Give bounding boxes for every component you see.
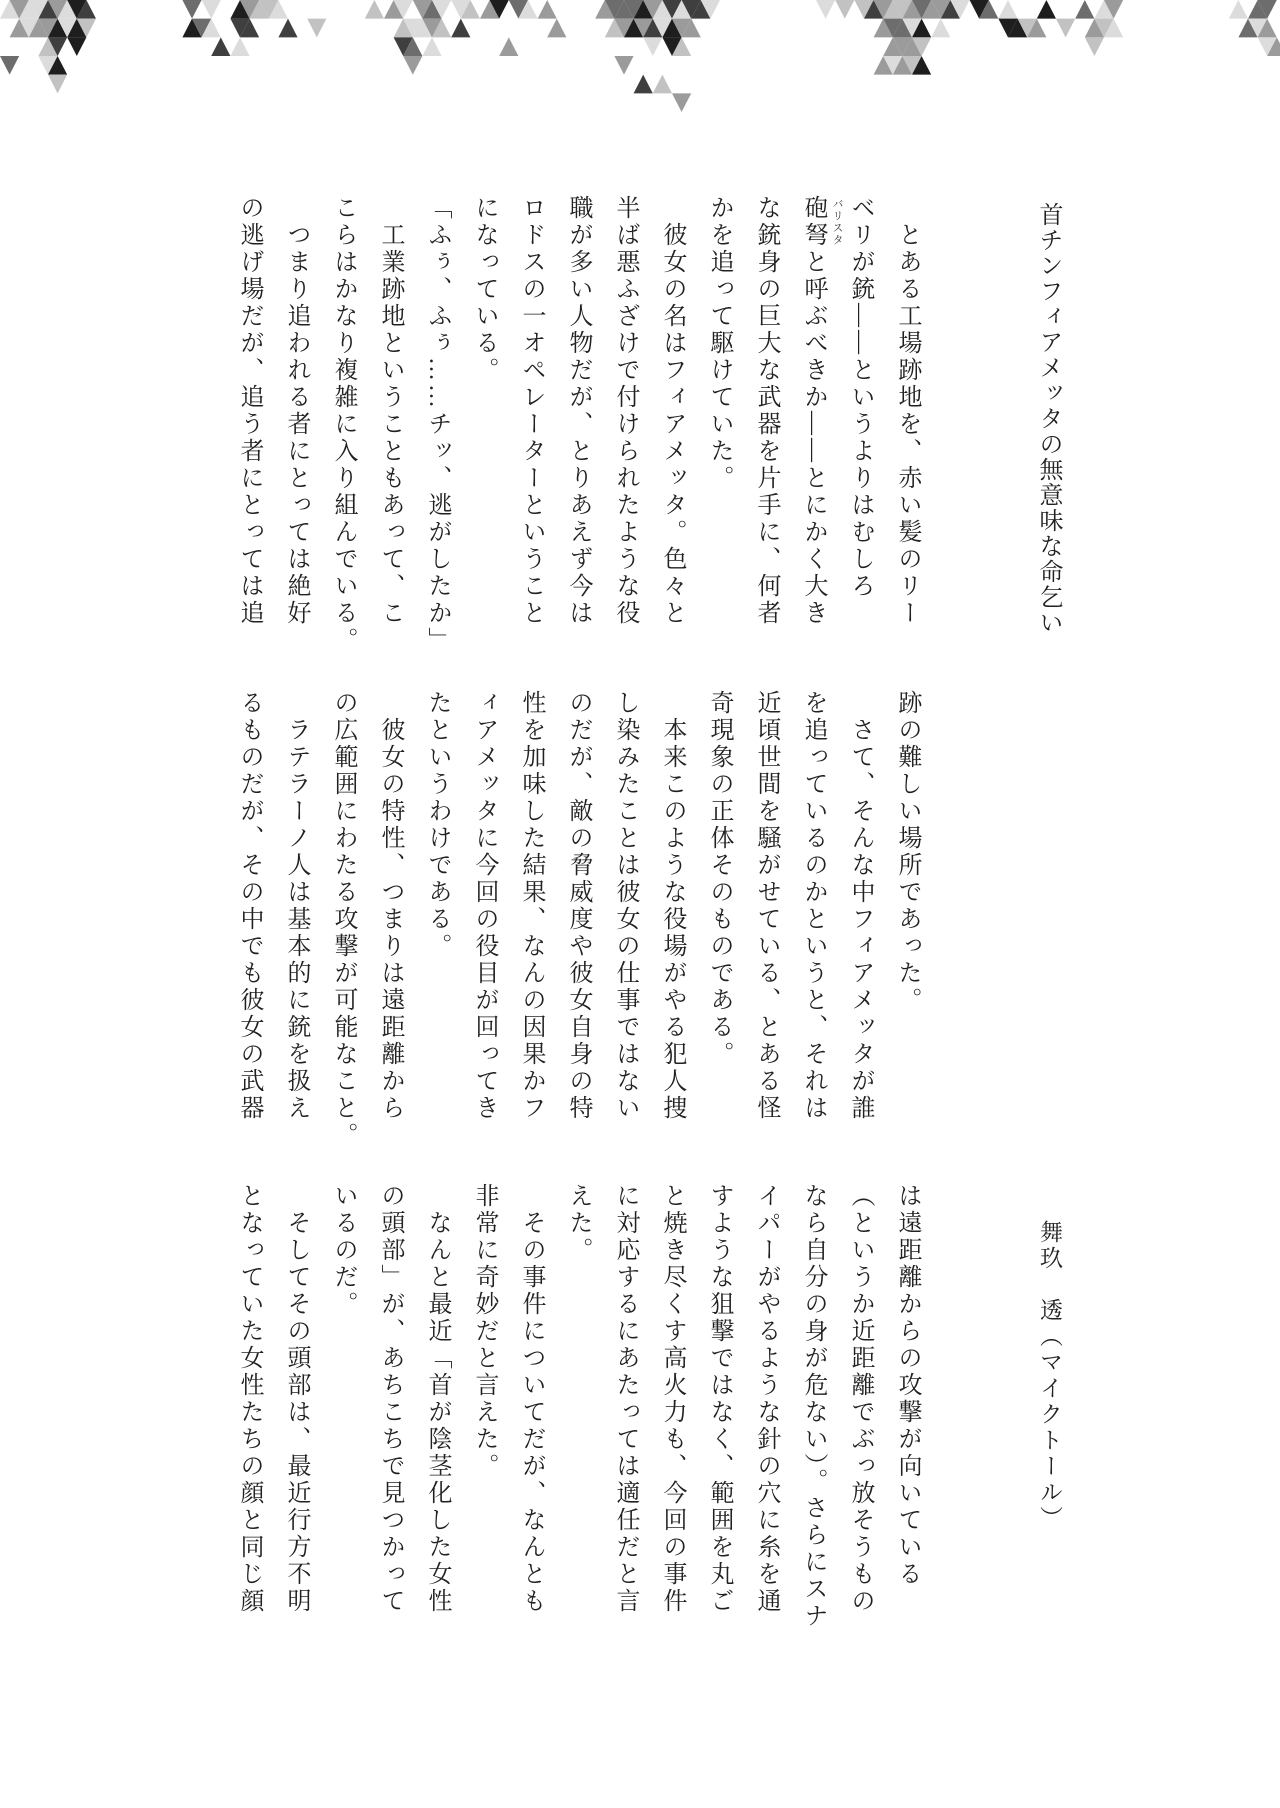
page-title: 首チンフィアメッタの無意味な命乞い	[1035, 202, 1061, 636]
text-column: 彼女の名はフィアメッタ。色々と	[659, 195, 685, 627]
text-column: つまり追われる者にとっては絶好	[283, 195, 309, 627]
text-column: 本来このような役場がやる犯人捜	[659, 690, 685, 1122]
text-column: こらはかなり複雑に入り組んでいる。	[330, 195, 356, 654]
text-column: なら自分の身が危ない）。さらにスナ	[800, 1183, 826, 1630]
text-column: に対応するにあたっては適任だと言	[612, 1183, 638, 1615]
text-column: の頭部」が、あちこちで見つかって	[377, 1183, 403, 1615]
text-column: となっていた女性たちの顔と同じ顔	[236, 1183, 262, 1615]
text-column: 彼女の特性、つまりは遠距離から	[377, 690, 403, 1122]
text-column: ロドスの一オペレーターということ	[518, 195, 544, 627]
triangle-band-top	[0, 0, 1280, 112]
author-name: 舞玖 透（マイクトール）	[1037, 1220, 1062, 1532]
text-column: ラテラーノ人は基本的に銃を扱え	[283, 690, 309, 1122]
text-column: ベリが銃――というよりはむしろ	[847, 195, 873, 600]
text-column: 奇現象の正体そのものである。	[706, 690, 732, 1068]
text-column: 「ふぅ、ふぅ……チッ、逃がしたか」	[424, 195, 450, 654]
text-column: えた。	[565, 1183, 591, 1264]
text-column: 非常に奇妙だと言えた。	[471, 1183, 497, 1480]
text-column: とある工場跡地を、赤い髪のリー	[894, 195, 920, 627]
text-column: かを追って駆けていた。	[706, 195, 732, 492]
text-column: すような狙撃ではなく、範囲を丸ご	[706, 1183, 732, 1615]
text-column: の広範囲にわたる攻撃が可能なこと。	[330, 690, 356, 1149]
text-column: と焼き尽くす高火力も、今回の事件	[659, 1183, 685, 1615]
text-column: 砲弩と呼ぶべきか――とにかく大き	[800, 195, 826, 627]
text-block-bottom	[225, 1183, 930, 1661]
text-column: いるのだ。	[330, 1183, 356, 1318]
text-column: し染みたことは彼女の仕事ではない	[612, 690, 638, 1122]
text-block-top	[225, 195, 930, 677]
text-column: その事件についてだが、なんとも	[518, 1183, 544, 1615]
text-block-middle	[225, 690, 930, 1172]
text-column: るものだが、その中でも彼女の武器	[236, 690, 262, 1122]
text-column: は遠距離からの攻撃が向いている	[894, 1183, 920, 1588]
text-column: さて、そんな中フィアメッタが誰	[847, 690, 873, 1122]
furigana-ballista: バリスタ	[831, 198, 843, 246]
text-column: 半ば悪ふざけで付けられたような役	[612, 195, 638, 627]
text-column: な銃身の巨大な武器を片手に、何者	[753, 195, 779, 627]
text-column: 工業跡地ということもあって、こ	[377, 195, 403, 627]
text-column: そしてその頭部は、最近行方不明	[283, 1183, 309, 1615]
text-column: 性を加味した結果、なんの因果かフ	[518, 690, 544, 1122]
text-column: イパーがやるような針の穴に糸を通	[753, 1183, 779, 1615]
text-column: 近頃世間を騒がせている、とある怪	[753, 690, 779, 1122]
text-column: 職が多い人物だが、とりあえず今は	[565, 195, 591, 627]
text-column: なんと最近「首が陰茎化した女性	[424, 1183, 450, 1615]
text-column: を追っているのかというと、それは	[800, 690, 826, 1122]
text-column: ィアメッタに今回の役目が回ってき	[471, 690, 497, 1122]
text-column: の逃げ場だが、追う者にとっては追	[236, 195, 262, 627]
text-column: 跡の難しい場所であった。	[894, 690, 920, 1014]
text-column: のだが、敵の脅威度や彼女自身の特	[565, 690, 591, 1122]
text-column: （というか近距離でぶっ放そうもの	[847, 1183, 873, 1615]
text-column: になっている。	[471, 195, 497, 384]
triangle-band-bottom	[0, 1694, 1280, 1808]
text-column: たというわけである。	[424, 690, 450, 960]
